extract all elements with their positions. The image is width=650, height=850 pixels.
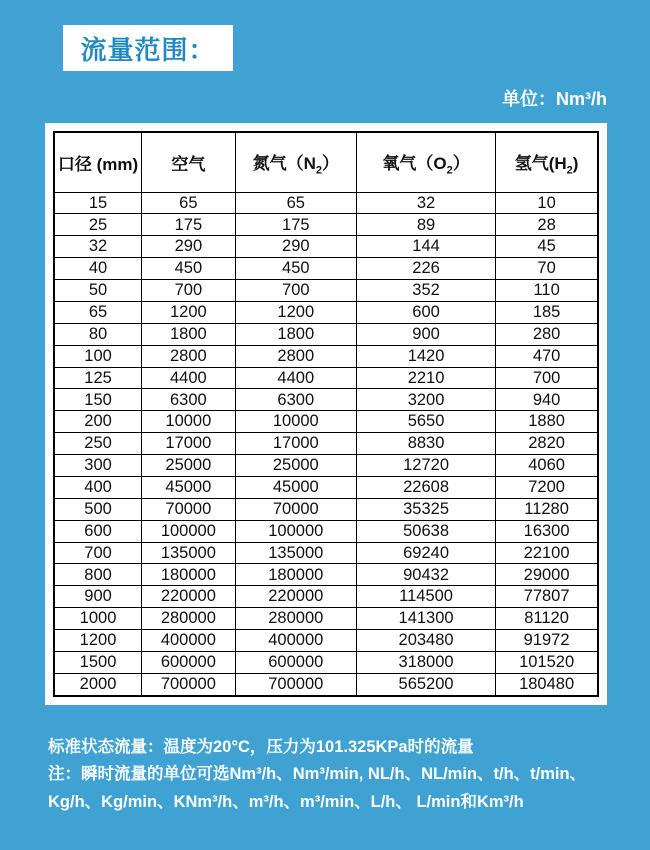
unit-label: 单位：Nm³/h	[502, 89, 607, 109]
table-cell: 17000	[235, 433, 356, 455]
table-cell: 280000	[142, 608, 236, 630]
table-cell: 77807	[496, 586, 598, 608]
table-cell: 16300	[496, 520, 598, 542]
table-row	[54, 608, 598, 630]
table-cell: 280	[496, 323, 598, 345]
table-cell: 700000	[142, 673, 236, 696]
table-row	[54, 236, 598, 258]
column-header: 口径 (mm)	[54, 132, 142, 192]
table-cell: 450	[142, 258, 236, 280]
table-cell: 114500	[356, 586, 495, 608]
table-header-row	[54, 132, 598, 192]
table-cell: 203480	[356, 630, 495, 652]
table-row	[54, 214, 598, 236]
table-cell: 1800	[142, 323, 236, 345]
table-cell: 700	[142, 280, 236, 302]
table-row	[54, 651, 598, 673]
table-cell: 125	[54, 367, 142, 389]
table-row	[54, 520, 598, 542]
table-row	[54, 411, 598, 433]
table-cell: 400	[54, 476, 142, 498]
table-cell: 1800	[235, 323, 356, 345]
table-cell: 100	[54, 345, 142, 367]
table-cell: 10000	[235, 411, 356, 433]
table-cell: 135000	[235, 542, 356, 564]
column-header: 氢气$(H_2)$	[496, 132, 598, 192]
table-cell: 17000	[142, 433, 236, 455]
table-cell: 45	[496, 236, 598, 258]
table-cell: 175	[235, 214, 356, 236]
table-cell: 100000	[235, 520, 356, 542]
table-cell: 2000	[54, 673, 142, 696]
table-cell: 175	[142, 214, 236, 236]
table-cell: 69240	[356, 542, 495, 564]
table-cell: 40	[54, 258, 142, 280]
table-cell: 100000	[142, 520, 236, 542]
table-cell: 600000	[142, 651, 236, 673]
table-cell: 25000	[142, 455, 236, 477]
table-cell: 900	[356, 323, 495, 345]
table-cell: 90432	[356, 564, 495, 586]
table-cell: 65	[235, 192, 356, 214]
table-cell: 91972	[496, 630, 598, 652]
table-cell: 2800	[142, 345, 236, 367]
table-cell: 180480	[496, 673, 598, 696]
table-cell: 45000	[235, 476, 356, 498]
table-cell: 32	[54, 236, 142, 258]
table-cell: 220000	[142, 586, 236, 608]
unit-options-note-line1: 注：瞬时流量的单位可选Nm³/h、Nm³/min, NL/h、NL/min、t/h、t/min、	[48, 765, 587, 783]
table-cell: 6300	[235, 389, 356, 411]
table-cell: 180000	[142, 564, 236, 586]
table-cell: 7200	[496, 476, 598, 498]
table-row	[54, 433, 598, 455]
table-cell: 80	[54, 323, 142, 345]
table-row	[54, 586, 598, 608]
table-cell: 226	[356, 258, 495, 280]
table-row	[54, 345, 598, 367]
table-cell: 144	[356, 236, 495, 258]
table-row	[54, 630, 598, 652]
table-cell: 25	[54, 214, 142, 236]
table-cell: 1880	[496, 411, 598, 433]
table-cell: 3200	[356, 389, 495, 411]
table-cell: 11280	[496, 498, 598, 520]
table-cell: 290	[142, 236, 236, 258]
column-header: 氧气$(O_2)$	[356, 132, 495, 192]
table-row	[54, 301, 598, 323]
table-cell: 565200	[356, 673, 495, 696]
table-cell: 50	[54, 280, 142, 302]
table-row	[54, 673, 598, 696]
table-cell: 32	[356, 192, 495, 214]
table-cell: 700000	[235, 673, 356, 696]
table-cell: 200	[54, 411, 142, 433]
table-row	[54, 367, 598, 389]
table-cell: 101520	[496, 651, 598, 673]
table-cell: 110	[496, 280, 598, 302]
table-cell: 500	[54, 498, 142, 520]
flow-range-table	[53, 131, 599, 697]
table-cell: 300	[54, 455, 142, 477]
table-cell: 22100	[496, 542, 598, 564]
table-row	[54, 280, 598, 302]
title-badge	[63, 25, 233, 71]
table-cell: 352	[356, 280, 495, 302]
table-cell: 6300	[142, 389, 236, 411]
table-cell: 10	[496, 192, 598, 214]
table-cell: 450	[235, 258, 356, 280]
table-cell: 50638	[356, 520, 495, 542]
table-cell: 10000	[142, 411, 236, 433]
table-cell: 70000	[235, 498, 356, 520]
table-cell: 29000	[496, 564, 598, 586]
table-header	[54, 132, 598, 192]
table-row	[54, 323, 598, 345]
table-cell: 180000	[235, 564, 356, 586]
table-row	[54, 542, 598, 564]
table-cell: 25000	[235, 455, 356, 477]
table-cell: 2800	[235, 345, 356, 367]
table-cell: 135000	[142, 542, 236, 564]
table-row	[54, 258, 598, 280]
table-cell: 280000	[235, 608, 356, 630]
table-cell: 81120	[496, 608, 598, 630]
table-cell: 65	[142, 192, 236, 214]
table-row	[54, 192, 598, 214]
table-cell: 28	[496, 214, 598, 236]
table-cell: 4400	[142, 367, 236, 389]
table-cell: 800	[54, 564, 142, 586]
table-cell: 22608	[356, 476, 495, 498]
table-row	[54, 476, 598, 498]
table-cell: 600000	[235, 651, 356, 673]
table-cell: 4400	[235, 367, 356, 389]
table-cell: 1000	[54, 608, 142, 630]
table-row	[54, 564, 598, 586]
table-cell: 2820	[496, 433, 598, 455]
table-cell: 700	[54, 542, 142, 564]
table-cell: 70000	[142, 498, 236, 520]
table-cell: 900	[54, 586, 142, 608]
table-cell: 1200	[54, 630, 142, 652]
unit-options-note-line2: Kg/h、Kg/min、KNm³/h、m³/h、m³/min、L/h、 L/min和Km³/h	[48, 793, 524, 811]
table-cell: 15	[54, 192, 142, 214]
table-cell: 250	[54, 433, 142, 455]
table-cell: 1420	[356, 345, 495, 367]
table-cell: 940	[496, 389, 598, 411]
table-cell: 12720	[356, 455, 495, 477]
table-cell: 89	[356, 214, 495, 236]
table-cell: 700	[496, 367, 598, 389]
table-cell: 600	[356, 301, 495, 323]
table-cell: 220000	[235, 586, 356, 608]
table-cell: 5650	[356, 411, 495, 433]
table-cell: 600	[54, 520, 142, 542]
table-cell: 65	[54, 301, 142, 323]
table-row	[54, 498, 598, 520]
table-body	[54, 192, 598, 696]
table-cell: 70	[496, 258, 598, 280]
table-cell: 1200	[142, 301, 236, 323]
table-cell: 318000	[356, 651, 495, 673]
standard-condition-note: 标准状态流量：温度为20°C，压力为101.325KPa时的流量	[48, 738, 474, 756]
table-cell: 400000	[142, 630, 236, 652]
table-cell: 150	[54, 389, 142, 411]
table-row	[54, 455, 598, 477]
flow-range-table-container	[45, 123, 607, 705]
table-cell: 290	[235, 236, 356, 258]
table-cell: 700	[235, 280, 356, 302]
table-cell: 1500	[54, 651, 142, 673]
table-cell: 185	[496, 301, 598, 323]
table-cell: 45000	[142, 476, 236, 498]
table-cell: 35325	[356, 498, 495, 520]
table-row	[54, 389, 598, 411]
table-cell: 400000	[235, 630, 356, 652]
table-cell: 2210	[356, 367, 495, 389]
column-header: 空气	[142, 132, 236, 192]
table-cell: 8830	[356, 433, 495, 455]
table-cell: 1200	[235, 301, 356, 323]
column-header: 氮气$(N_2)$	[235, 132, 356, 192]
page-title: 流量范围：	[80, 34, 216, 65]
table-cell: 141300	[356, 608, 495, 630]
table-cell: 470	[496, 345, 598, 367]
table-cell: 4060	[496, 455, 598, 477]
